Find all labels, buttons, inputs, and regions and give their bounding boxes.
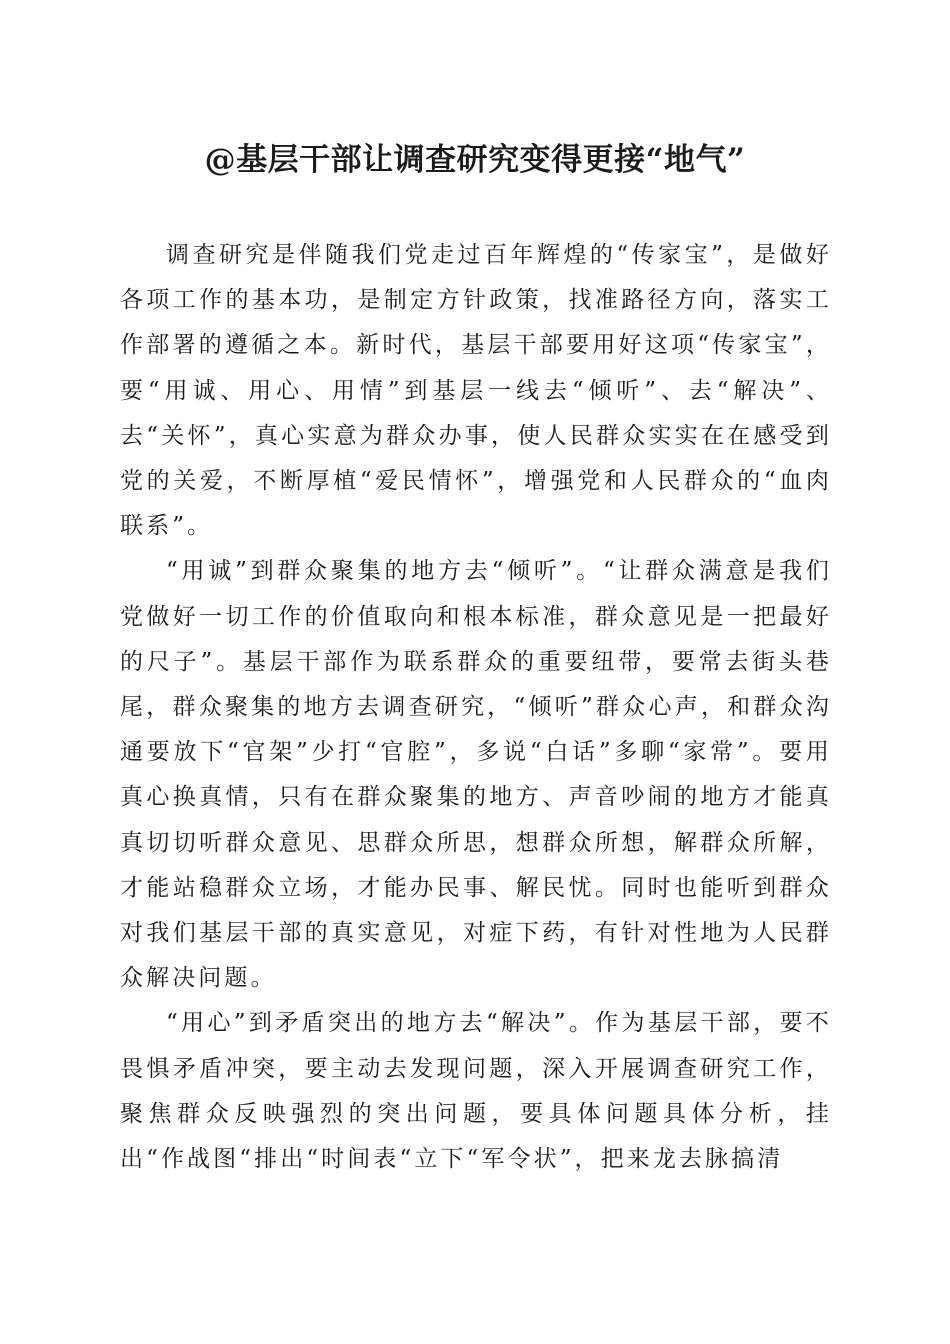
- paragraph-solve: “用心”到矛盾突出的地方去“解决”。作为基层干部，要不畏惧矛盾冲突，要主动去发现问题，深入开展调查研究工作，聚焦群众反映强烈的突出问题，要具体问题具体分析，挂出“作战图“排出“时间表“立下“军令状”，把来龙去脉搞清: [120, 1010, 832, 1173]
- paragraph-intro: 调查研究是伴随我们党走过百年辉煌的“传家宝”，是做好各项工作的基本功，是制定方针政策，找准路径方向，落实工作部署的遵循之本。新时代，基层干部要用好这项“传家宝”，要“用诚、用心、用情”到基层一线去“倾听”、去“解决”、去“关怀”，真心实意为群众办事，使人民群众实实在在感受到党的关爱，不断厚植“爱民情怀”，增强党和人民群众的“血肉联系”。: [120, 242, 832, 540]
- document-title: @基层干部让调查研究变得更接“地气”: [204, 142, 746, 178]
- paragraph-listen: “用诚”到群众聚集的地方去“倾听”。“让群众满意是我们党做好一切工作的价值取向和根本标准，群众意见是一把最好的尺子”。基层干部作为联系群众的重要纽带，要常去街头巷尾，群众聚集的地方去调查研究，“倾听”群众心声，和群众沟通要放下“官架”少打“官腔”，多说“白话”多聊“家常”。要用真心换真情，只有在群众聚集的地方、声音吵闹的地方才能真真切切听群众意见、思群众所思，想群众所想，解群众所解，才能站稳群众立场，才能办民事、解民忧。同时也能听到群众对我们基层干部的真实意见，对症下药，有针对性地为人民群众解决问题。: [120, 558, 832, 992]
- document-body: [120, 233, 832, 1182]
